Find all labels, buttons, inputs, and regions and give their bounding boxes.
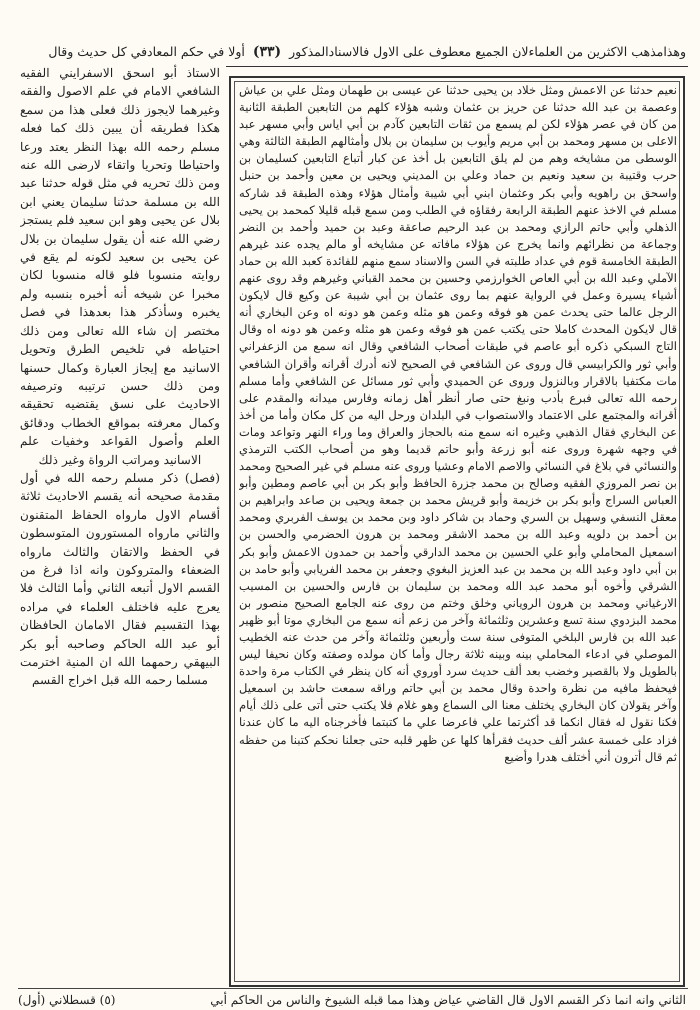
main-column [239, 82, 677, 982]
header-right-text: وهذامذهب الاكثرين من العلماءلان الجميع معطوف على الاول فالاسنادالمذكور [289, 44, 686, 59]
running-header [18, 41, 686, 63]
catchword-text: الثاني وانه انما ذكر القسم الاول قال القاضي عياض وهذا مما قبله الشيوخ والناس من الحاكم أبي [210, 993, 686, 1007]
signature-mark: (٥) قسطلاني (أول) [18, 993, 116, 1007]
header-left-text: أولا في حكم المعادفي كل حديث وقال [48, 44, 245, 59]
margin-paragraph: (فصل) ذكر مسلم رحمه الله في أول مقدمة صحيحه أنه يقسم الاحاديث ثلاثة أقسام الاول مارواه الحفاظ المتقنون والثاني مارواه المستورون المتوسطون في الحفظ والاتقان والثالث مارواه الضعفاء والمتروكون وانه اذا فرغ من القسم الاول أتبعه الثاني وأما الثالث فلا يعرج عليه فاختلف العلماء في مراده بهذا التقسيم فقال الامامان الحافظان أبو عبد الله الحاكم وصاحبه أبو بكر البيهقي رحمهما الله ان المنية اخترمت مسلما رحمه الله قبل اخراج القسم [20, 470, 220, 688]
header-rule [226, 66, 688, 67]
margin-paragraph: الاستاذ أبو اسحق الاسفرايني الفقيه الشافعي الامام في علم الاصول والفقه وغيرهما لايجوز ذلك فعلى هذا من سمع هكذا فطريقه أن يبين ذلك كما فعله مسلم رحمه الله بهذا النظر يعتد ورعا واحتياطا وتحريا واتقاء لارضى الله عنه ومن ذلك تحريه في مثل قوله حدثنا عبد الله بن مسلمة حدثنا سليمان يعني ابن بلال عن يحيى وهو ابن سعيد فلم يستجز رضي الله عنه أن يقول سليمان بن بلال عن يحيى بن سعيد لكونه لم يقع في روايته منسوبا فلو قاله منسوبا لكان مخبرا عن شيخه أنه أخبره بنسبه ولم يخبره وسأذكر هذا بعدهذا في فصل مختصر إن شاء الله تعالى ومن ذلك احتياطه في تلخيص الطرق وتحويل الاسانيد مع إيجاز العبارة وكمال حسنها ومن ذلك حسن ترتيبه وترصيفه الاحاديث على نسق يقتضيه تحقيقه وكمال معرفته بمواقع الخطاب ودقائق العلم وأصول القواعد وخفيات علم الاسانيد ومراتب الرواة وغير ذلك [20, 66, 220, 467]
margin-column [20, 64, 220, 980]
page-footer [18, 990, 686, 1010]
page-number: (٣٣) [252, 44, 282, 60]
main-paragraph: نعيم حدثنا عن الاعمش ومثل خلاد بن يحيى حدثنا عن عيسى بن طهمان ومثل علي بن عياش وعصمة بن عبد الله حدثنا عن حريز بن عثمان وشبه هؤلاء كلهم من التابعين الطبقة الثانية من كان في عصر هؤلاء لكن لم يسمع من ثقات التابعين كآدم بن أبي اياس وأبي مسهر عبد الاعلى بن مسهر ومحمد بن أبي مريم وأيوب بن سليمان بن بلال وأمثالهم الطبقة الثالثة وهي الوسطى من مشايخه وهم من لم يلق التابعين بل أخذ عن كبار أتباع التابعين كسليمان بن حرب وقتيبة بن سعيد ونعيم بن حماد وعلي بن المديني ويحيى بن معين وأحمد بن حنبل واسحق بن راهويه وأبي بكر وعثمان ابني أبي شيبة وأمثال هؤلاء وهذه الطبقة قد شاركه مسلم في الاخذ عنهم الطبقة الرابعة رفقاؤه في الطلب ومن سمع قبله قليلا كمحمد بن يحيى الذهلي وأبي حاتم الرازي ومحمد بن عبد الرحيم صاعقة وعبد بن حميد وأحمد بن النضر وجماعة من نظرائهم وانما يخرج عن هؤلاء مافاته عن مشايخه أو مالم يجده عند غيرهم الطبقة الخامسة قوم في عداد طلبته في السن والاسناد سمع منهم للفائدة كعبد الله بن حماد الآملي وعبد الله بن أبي العاص الخوارزمي وحسين بن محمد القباني وغيرهم وقد روى عنهم أشياء يسيرة وعمل في الرواية عنهم بما روى عثمان بن أبي شيبة عن وكيع قال لايكون الرجل عالما حتى يحدث عمن هو فوقه وعمن هو مثله وعمن هو دونه اه وعن البخاري أنه قال لايكون المحدث كاملا حتى يكتب عمن هو فوقه وعمن هو مثله وعمن هو دونه اه وقال التاج السبكي ذكره أبو عاصم في طبقات أصحاب الشافعي وقال انه سمع من الزعفراني وأبي ثور والكرابيسي قال وروى عن الشافعي في الصحيح لانه أدرك أقرانه وأقران الشافعي مات مكتفيا بالاقرار وبالنزول وروى عن الحميدي وأبي ثور مسائل عن الشافعي وأما مسلم رحمه الله تعالى فبرع بأدب ونبغ حتى صار أنظر أهل زمانه وفارس ميدانه والمقدم على أقرانه والمجتمع على الاعتماد والاستصواب في البلدان ورحل اليه من كل مكان وأما من أخذ عن البخاري فقال الذهبي وغيره انه سمع منه بالحجاز والعراق وما وراء النهر وتواعد ومات في وجهه شهرة وروى عنه أبو زرعة وأبو حاتم قديما وهو من أصحاب الكتب الترمذي والنسائي في بلاغ في النسائي والاصم الامام وعشيا وروى عنه مسلم في غير الصحيح ومحمد بن نصر المروزي الفقيه وصالح بن محمد جزرة الحافظ وأبو بكر بن أبي عاصم ومطين وأبو العباس السراج وأبو بكر بن خزيمة وأبو قريش محمد بن جمعة ويحيى بن صاعد وابراهيم بن معقل النسفي وسهيل بن السري وحماد بن شاكر داود وبن محمد بن يوسف الفربري ومحمد بن أحمد بن دلويه وعبد الله بن محمد الاشقر ومحمد بن هرون الحضرمي والحسن بن اسمعيل المحاملي وأبو علي الحسين بن محمد الدارقي وأحمد بن حمدون الاعمش وأبو بكر بن أبي داود وعبد الله بن محمد بن عبد العزيز البغوي وجعفر بن محمد الفريابي وأبو حامد بن الشرقي وأخوه أبو محمد عبد الله ومحمد بن سليمان بن فارس والحسين بن المسيب الارغياني ومحمد بن هرون الروياني وخلق وختم من روى عنه الجامع الصحيح منصور بن محمد البزدوي سنة تسع وعشرين وثلثمائة وآخر من زعم أنه سمع من البخاري موتا أبو ظهير عبد الله بن فارس البلخي المتوفى سنة ست وأربعين وثلثمائة وآخر من حدث عنه الخطيب الموصلي في ادعاء المحاملي بينه وبينه ثلاثة رجال وأما كان مولده وصفته وكان نحيفا ليس بالطويل ولا بالقصير وخضب بعد ألف حديث سرد أوروي أنه كان ينظر في الكتاب مرة واحدة فيحفظ مافيه من نظرة واحدة وقال محمد بن أبي حاتم وراقه سمعت حاشد بن اسمعيل وآخر يقولان كان البخاري يختلف معنا الى السماع وهو غلام فلا يكتب حتى أتى على ذلك أيام فكنا نقول له فقال انكما قد أكثرتما علي فاعرضا علي ما كتبتما فأخرجناه اليه ما كان عندنا فزاد على خمسة عشر ألف حديث فقرأها كلها عن ظهر قلبه حتى جعلنا نحكم كتبنا من حفظه ثم قال أترون أني أختلف هدرا وأضيع [239, 83, 677, 764]
footer-rule [18, 988, 688, 989]
